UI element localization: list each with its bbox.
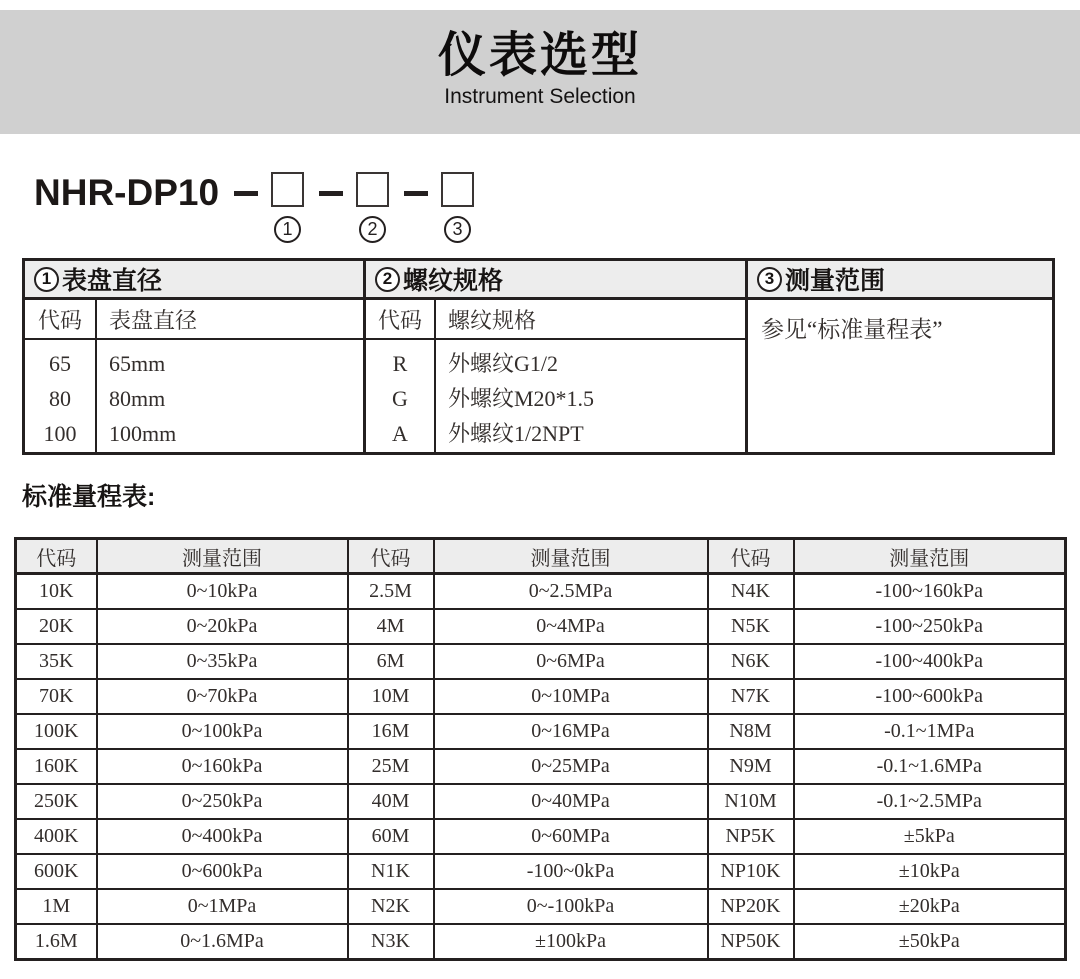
range-code-cell: 4M bbox=[348, 609, 434, 644]
range-table-row bbox=[16, 819, 1066, 854]
range-value-cell: ±20kPa bbox=[794, 889, 1066, 924]
range-value-cell: 0~25MPa bbox=[434, 749, 708, 784]
range-code-cell: 25M bbox=[348, 749, 434, 784]
range-code-cell: 2.5M bbox=[348, 574, 434, 610]
range-code-cell: N1K bbox=[348, 854, 434, 889]
range-code-cell: 100K bbox=[16, 714, 97, 749]
range-value-cell: ±100kPa bbox=[434, 924, 708, 960]
range-value-cell: 0~20kPa bbox=[97, 609, 348, 644]
selection-section-measuring-range bbox=[748, 261, 1052, 452]
range-value-cell: 0~4MPa bbox=[434, 609, 708, 644]
model-prefix: NHR-DP10 bbox=[34, 172, 220, 213]
range-code-cell: 10M bbox=[348, 679, 434, 714]
range-value-cell: -0.1~1.6MPa bbox=[794, 749, 1066, 784]
column-header-range: 测量范围 bbox=[434, 539, 708, 574]
range-value-cell: 0~40MPa bbox=[434, 784, 708, 819]
section-header-dial-diameter bbox=[25, 261, 363, 300]
model-code-diagram bbox=[34, 172, 474, 243]
section-title: 测量范围 bbox=[785, 267, 886, 295]
circled-2-icon: 2 bbox=[359, 216, 386, 243]
range-code-cell: N3K bbox=[348, 924, 434, 960]
range-value-cell: ±10kPa bbox=[794, 854, 1066, 889]
range-value-cell: -100~600kPa bbox=[794, 679, 1066, 714]
model-box-2 bbox=[356, 172, 389, 207]
model-dash-icon bbox=[319, 191, 343, 196]
range-code-cell: 20K bbox=[16, 609, 97, 644]
selection-table bbox=[22, 258, 1055, 455]
column-header-code: 代码 bbox=[366, 300, 436, 340]
range-value-cell: 0~35kPa bbox=[97, 644, 348, 679]
column-header-thread-spec: 螺纹规格 bbox=[436, 300, 745, 340]
column-header-dial-diameter: 表盘直径 bbox=[97, 300, 363, 340]
value-cell: 100mm bbox=[109, 421, 177, 446]
value-cell: 外螺纹G1/2 bbox=[448, 351, 559, 376]
range-value-cell: -100~160kPa bbox=[794, 574, 1066, 610]
range-code-cell: 400K bbox=[16, 819, 97, 854]
range-value-cell: ±5kPa bbox=[794, 819, 1066, 854]
value-cell: 外螺纹1/2NPT bbox=[448, 421, 584, 446]
section-header-thread-spec bbox=[366, 261, 745, 300]
circled-3-icon: 3 bbox=[757, 267, 782, 292]
range-code-cell: NP10K bbox=[708, 854, 794, 889]
range-value-cell: ±50kPa bbox=[794, 924, 1066, 960]
range-code-cell: 1M bbox=[16, 889, 97, 924]
title-banner bbox=[0, 10, 1080, 134]
range-code-cell: N4K bbox=[708, 574, 794, 610]
column-header-code: 代码 bbox=[708, 539, 794, 574]
range-value-cell: 0~-100kPa bbox=[434, 889, 708, 924]
range-table-body bbox=[16, 574, 1066, 960]
range-code-cell: NP20K bbox=[708, 889, 794, 924]
range-code-cell: 600K bbox=[16, 854, 97, 889]
section-header-measuring-range bbox=[748, 261, 1052, 300]
range-table-row bbox=[16, 609, 1066, 644]
model-dash-icon bbox=[404, 191, 428, 196]
range-value-cell: 0~10MPa bbox=[434, 679, 708, 714]
code-cell: G bbox=[392, 386, 408, 411]
range-value-cell: -0.1~2.5MPa bbox=[794, 784, 1066, 819]
range-code-cell: N7K bbox=[708, 679, 794, 714]
page-subtitle: Instrument Selection bbox=[444, 85, 636, 108]
circled-1-icon: 1 bbox=[274, 216, 301, 243]
range-table-row bbox=[16, 749, 1066, 784]
selection-section-dial-diameter bbox=[25, 261, 366, 452]
range-code-cell: 250K bbox=[16, 784, 97, 819]
column-header-range: 测量范围 bbox=[97, 539, 348, 574]
range-table-row bbox=[16, 574, 1066, 610]
range-code-cell: N9M bbox=[708, 749, 794, 784]
model-box-1 bbox=[271, 172, 304, 207]
range-table-row bbox=[16, 679, 1066, 714]
value-column bbox=[436, 340, 745, 452]
range-value-cell: -100~400kPa bbox=[794, 644, 1066, 679]
range-value-cell: 0~100kPa bbox=[97, 714, 348, 749]
range-table-row bbox=[16, 854, 1066, 889]
range-value-cell: 0~70kPa bbox=[97, 679, 348, 714]
range-value-cell: 0~1MPa bbox=[97, 889, 348, 924]
model-position-3 bbox=[441, 172, 474, 243]
section-title: 螺纹规格 bbox=[403, 267, 504, 295]
circled-2-icon: 2 bbox=[375, 267, 400, 292]
column-header-code: 代码 bbox=[16, 539, 97, 574]
selection-section-thread-spec bbox=[366, 261, 748, 452]
model-box-3 bbox=[441, 172, 474, 207]
range-table-row bbox=[16, 924, 1066, 960]
model-position-1 bbox=[271, 172, 304, 243]
standard-range-table bbox=[14, 537, 1067, 961]
range-code-cell: 35K bbox=[16, 644, 97, 679]
code-cell: R bbox=[392, 351, 408, 376]
range-table-row bbox=[16, 714, 1066, 749]
range-table-row bbox=[16, 784, 1066, 819]
range-code-cell: N6K bbox=[708, 644, 794, 679]
range-code-cell: 16M bbox=[348, 714, 434, 749]
range-value-cell: -100~250kPa bbox=[794, 609, 1066, 644]
circled-3-icon: 3 bbox=[444, 216, 471, 243]
section-title: 表盘直径 bbox=[62, 267, 163, 295]
range-value-cell: 0~160kPa bbox=[97, 749, 348, 784]
range-value-cell: 0~250kPa bbox=[97, 784, 348, 819]
range-code-cell: 10K bbox=[16, 574, 97, 610]
range-table-label: 标准量程表: bbox=[22, 483, 156, 511]
range-code-cell: N2K bbox=[348, 889, 434, 924]
page-title: 仪表选型 bbox=[437, 29, 642, 82]
code-cell: 65 bbox=[49, 351, 71, 376]
range-value-cell: 0~6MPa bbox=[434, 644, 708, 679]
code-column bbox=[366, 340, 436, 452]
range-value-cell: 0~600kPa bbox=[97, 854, 348, 889]
range-code-cell: NP5K bbox=[708, 819, 794, 854]
model-dash-icon bbox=[234, 191, 258, 196]
range-code-cell: 6M bbox=[348, 644, 434, 679]
range-code-cell: 70K bbox=[16, 679, 97, 714]
range-value-cell: -100~0kPa bbox=[434, 854, 708, 889]
value-column bbox=[97, 340, 363, 452]
range-code-cell: 60M bbox=[348, 819, 434, 854]
range-value-cell: 0~400kPa bbox=[97, 819, 348, 854]
range-value-cell: 0~1.6MPa bbox=[97, 924, 348, 960]
measuring-range-note: 参见“标准量程表” bbox=[761, 317, 943, 342]
model-position-2 bbox=[356, 172, 389, 243]
code-cell: 80 bbox=[49, 386, 71, 411]
range-value-cell: 0~16MPa bbox=[434, 714, 708, 749]
range-value-cell: 0~60MPa bbox=[434, 819, 708, 854]
value-cell: 65mm bbox=[109, 351, 166, 376]
range-code-cell: N5K bbox=[708, 609, 794, 644]
range-value-cell: 0~2.5MPa bbox=[434, 574, 708, 610]
range-code-cell: 160K bbox=[16, 749, 97, 784]
code-cell: 100 bbox=[43, 421, 77, 446]
code-column bbox=[25, 340, 97, 452]
range-code-cell: N8M bbox=[708, 714, 794, 749]
range-code-cell: N10M bbox=[708, 784, 794, 819]
value-cell: 外螺纹M20*1.5 bbox=[448, 386, 595, 411]
code-cell: A bbox=[392, 421, 408, 446]
range-value-cell: 0~10kPa bbox=[97, 574, 348, 610]
range-table-row bbox=[16, 889, 1066, 924]
range-table-header-row bbox=[16, 539, 1066, 574]
range-code-cell: NP50K bbox=[708, 924, 794, 960]
range-table-row bbox=[16, 644, 1066, 679]
range-code-cell: 40M bbox=[348, 784, 434, 819]
column-header-range: 测量范围 bbox=[794, 539, 1066, 574]
value-cell: 80mm bbox=[109, 386, 166, 411]
circled-1-icon: 1 bbox=[34, 267, 59, 292]
range-code-cell: 1.6M bbox=[16, 924, 97, 960]
column-header-code: 代码 bbox=[348, 539, 434, 574]
range-value-cell: -0.1~1MPa bbox=[794, 714, 1066, 749]
column-header-code: 代码 bbox=[25, 300, 97, 340]
